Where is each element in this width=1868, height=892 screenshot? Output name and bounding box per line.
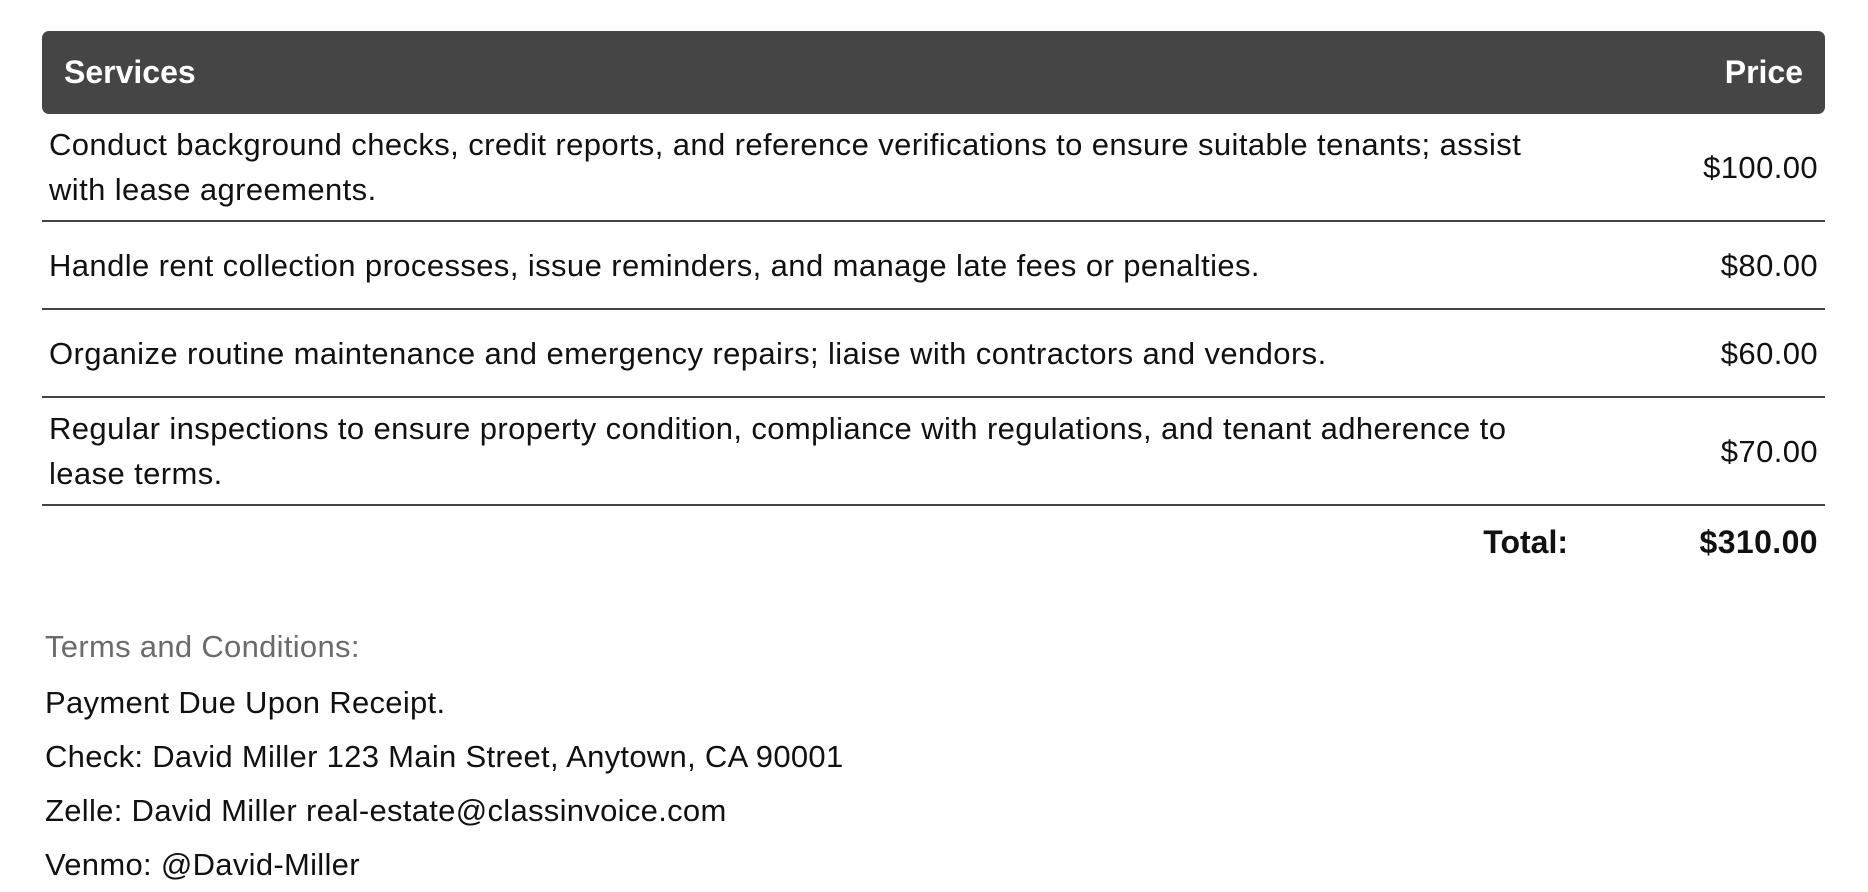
terms-line: Payment Due Upon Receipt. <box>45 685 446 720</box>
total-label: Total: <box>1483 524 1568 560</box>
service-description: Organize routine maintenance and emergency repairs; liaise with contractors and vendors. <box>42 309 1586 397</box>
table-row <box>42 114 1825 221</box>
table-header <box>42 31 1825 114</box>
terms-line: Check: David Miller 123 Main Street, Anytown, CA 90001 <box>45 739 844 774</box>
table-row <box>42 397 1825 505</box>
service-price: $70.00 <box>1586 397 1825 505</box>
service-description: Conduct background checks, credit reports, and reference verifications to ensure suitable tenants; assist with lease agreements. <box>42 114 1586 221</box>
terms-title: Terms and Conditions: <box>45 629 360 664</box>
service-description: Regular inspections to ensure property condition, compliance with regulations, and tenant adherence to lease terms. <box>42 397 1586 505</box>
terms-section <box>45 620 843 892</box>
table-row <box>42 309 1825 397</box>
service-price: $100.00 <box>1586 114 1825 221</box>
service-description: Handle rent collection processes, issue reminders, and manage late fees or penalties. <box>42 221 1586 309</box>
terms-line: Zelle: David Miller real-estate@classinvoice.com <box>45 793 727 828</box>
terms-line: Venmo: @David-Miller <box>45 847 360 882</box>
header-services: Services <box>42 31 1586 114</box>
header-price: Price <box>1586 31 1825 114</box>
service-price: $60.00 <box>1586 309 1825 397</box>
total-row <box>42 505 1825 579</box>
table-row <box>42 221 1825 309</box>
services-table <box>42 31 1825 579</box>
total-value: $310.00 <box>1699 524 1818 560</box>
service-price: $80.00 <box>1586 221 1825 309</box>
